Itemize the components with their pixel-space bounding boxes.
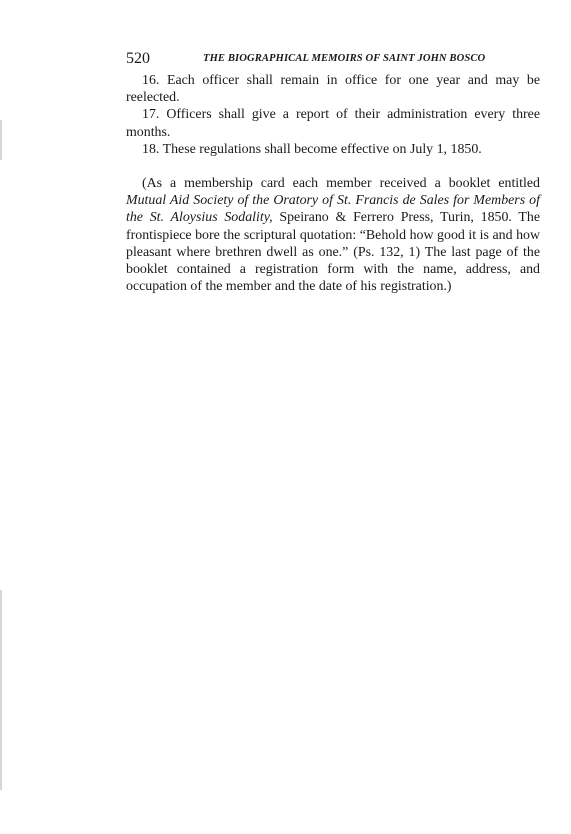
page-body [126, 72, 540, 295]
regulation-text: Officers shall give a report of their administration every three months. [126, 107, 540, 140]
regulation-17 [126, 106, 540, 140]
regulation-number: 16. [142, 73, 160, 88]
running-title: THE BIOGRAPHICAL MEMOIRS OF SAINT JOHN BOSCO [203, 53, 486, 64]
note-opening: (As a membership card each member received a booklet entitled [142, 176, 540, 192]
left-edge-scan-mark [0, 590, 2, 790]
regulation-18 [126, 141, 540, 158]
page-number: 520 [126, 50, 150, 67]
regulation-text: These regulations shall become effective on July 1, 1850. [162, 141, 482, 157]
regulation-number: 18. [142, 141, 160, 157]
regulation-text: Each officer shall remain in office for one year and may be reelected. [126, 73, 540, 106]
booklet-note [126, 175, 540, 295]
page-header [126, 49, 540, 69]
regulation-16 [126, 72, 540, 106]
note-body: Speirano & Ferrero Press, Turin, 1850. The frontispiece bore the scriptural quotation: “Behold how good it is and how pleasant where brethren dwell as one.” (Ps. 132, 1) The last page of the booklet contained a registration form with the name, address, and occupation of the member and the date of his registration.) [126, 210, 540, 295]
booklet-title: Mutual Aid Society of the Oratory of St. Francis de Sales for Members of the St. Aloysius Sodality, [126, 193, 540, 226]
regulation-number: 17. [142, 107, 160, 123]
left-edge-scan-mark [0, 120, 2, 160]
